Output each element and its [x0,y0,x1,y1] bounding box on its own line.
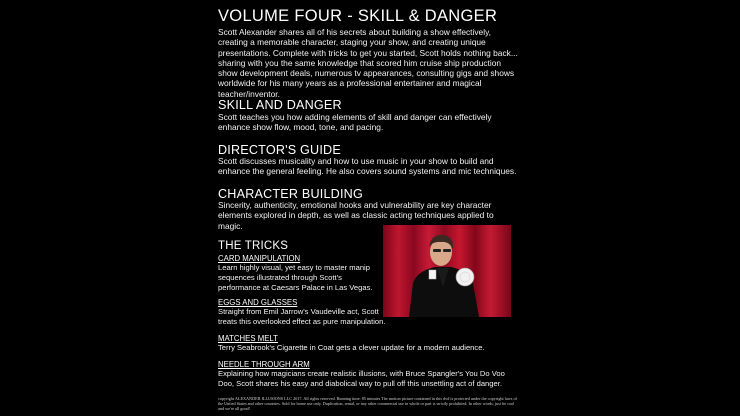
intro-paragraph: Scott Alexander shares all of his secrets about building a show effectively, creating a memorable character, staging your show, and creating unique presentations. Complete with tricks to get you started, Scott holds nothing back... sharing with you the same knowledge that scored him cruise ship production show development deals, numerous tv appearances, consulting gigs and shows worldwide for his many years as a professional entertainer and magical teacher/inventor. [218,27,518,99]
section-heading-directors-guide: DIRECTOR'S GUIDE [218,143,341,157]
trick-title: EGGS AND GLASSES [218,298,298,307]
section-text-skill-danger: Scott teaches you how adding elements of skill and danger can effectively enhance show flow, mood, tone, and pacing. [218,112,492,133]
page-title: VOLUME FOUR - SKILL & DANGER [218,7,498,25]
trick-title: CARD MANIPULATION [218,254,301,263]
trick-description: Terry Seabrook's Cigarette in Coat gets a clever update for a modern audience. [218,343,485,352]
trick-description: Straight from Emil Jarrow's Vaudeville act, Scott treats this overlooked effect as pure manipulation. [218,307,386,326]
section-text-character-building: Sincerity, authenticity, emotional hooks and vulnerability are key character elements explored in depth, as well as classic acting techniques applied to magic. [218,200,494,231]
section-heading-character-building: CHARACTER BUILDING [218,187,363,201]
trick-title: NEEDLE THROUGH ARM [218,360,310,369]
section-text-directors-guide: Scott discusses musicality and how to use music in your show to build and enhance the general feeling. He also covers sound systems and mic techniques. [218,156,517,177]
trick-description: Learn highly visual, yet easy to master manip sequences illustrated through Scott's performance at Caesars Palace in Las Vegas. [218,263,373,292]
tricks-heading: THE TRICKS [218,240,289,252]
magician-photo-icon [383,225,511,317]
trick-description: Explaining how magicians create realistic illusions, with Bruce Spangler's You Do Voo Doo, Scott shares his easy and diabolical way to pull off this unsettling act of danger. [218,369,505,388]
trick-title: MATCHES MELT [218,334,278,343]
section-heading-skill-danger: SKILL AND DANGER [218,98,342,112]
copyright-notice: copyright ALEXANDER ILLUSIONS LLC 2017. All rights reserved. Running time: 85 minutes The motion picture contained in this dvd is protected under the copyright laws of the United States and other countries. Sold for home use only. Duplication, rental, or any other commercial use in whole or part is strictly prohibited. In other words, just be cool and we're all good! [218,396,517,411]
magician-photo [383,225,511,317]
